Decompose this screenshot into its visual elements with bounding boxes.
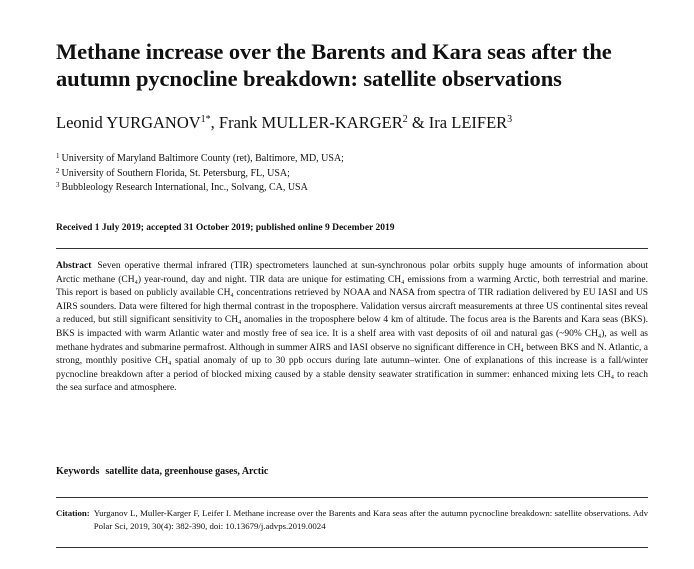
affiliation-item	[56, 181, 656, 196]
author-affiliation-mark: 3	[507, 114, 513, 125]
divider	[56, 547, 648, 548]
citation-label: Citation:	[56, 508, 90, 518]
keywords-label: Keywords	[56, 466, 100, 477]
affiliation-text: Bubbleology Research International, Inc., Solvang, CA, USA	[61, 182, 308, 193]
affiliation-item	[56, 167, 656, 182]
affiliation-item	[56, 152, 656, 167]
author-separator: ,	[210, 113, 219, 132]
author-affiliation-mark: 1*	[200, 114, 211, 125]
publication-dates: Received 1 July 2019; accepted 31 October 2019; published online 9 December 2019	[56, 223, 395, 233]
author-name: Ira LEIFER	[428, 113, 508, 132]
divider	[56, 248, 648, 249]
citation-text: Yurganov L, Muller-Karger F, Leifer I. Methane increase over the Barents and Kara seas after the autumn pycnocline breakdown: satellite observations. Adv Polar Sci, 2019, 30(4): 382-390, doi: 10.13679/j.advps.2019.0024	[93, 508, 648, 531]
affiliation-list	[56, 152, 656, 196]
author-list	[56, 113, 656, 133]
paper-title: Methane increase over the Barents and Kara seas after the autumn pycnocline breakdown: satellite observations	[56, 39, 612, 91]
affiliation-number: 3	[56, 181, 60, 189]
divider	[56, 497, 648, 498]
abstract-text: Seven operative thermal infrared (TIR) spectrometers launched at sun-synchronous polar orbits supply huge amounts of information about Arctic methane (CH₄) year-round, day and night. TIR data are unique for estimating CH₄ emissions from a warming Arctic, both terrestrial and marine. This report is based on publicly available CH₄ concentrations retrieved by NOAA and NASA from spectra of TIR radiation delivered by EU IASI and US AIRS sounders. Data were filtered for high thermal contrast in the troposphere. Validation versus aircraft measurements at three US continental sites reveal a reduced, but still significant sensitivity to CH₄ anomalies in the troposphere below 4 km of altitude. The focus area is the Barents and Kara seas (BKS). BKS is impacted with warm Atlantic water and mostly free of sea ice. It is a shelf area with vast deposits of oil and natural gas (~90% CH₄), as well as methane hydrates and submarine permafrost. Although in summer AIRS and IASI observe no significant difference in CH₄ between BKS and N. Atlantic, a strong, monthly positive CH₄ spatial anomaly of up to 30 ppb occurs during late autumn–winter. One of explanations of this increase is a fall/winter pycnocline breakdown after a period of blocked mixing caused by a stable density seawater stratification in summer: enhanced mixing lets CH₄ to reach the sea surface and atmosphere.	[56, 261, 648, 394]
author-name: Frank MULLER-KARGER	[218, 113, 403, 132]
abstract-label: Abstract	[56, 261, 92, 271]
citation	[56, 507, 648, 533]
abstract	[56, 260, 648, 396]
keywords-text: satellite data, greenhouse gases, Arctic	[105, 466, 269, 477]
affiliation-number: 1	[56, 152, 60, 160]
affiliation-text: University of Maryland Baltimore County (ret), Baltimore, MD, USA;	[61, 153, 344, 164]
author-separator: &	[407, 113, 429, 132]
author-affiliation-mark: 2	[402, 114, 408, 125]
keywords	[56, 465, 648, 478]
affiliation-number: 2	[56, 166, 60, 175]
affiliation-text: University of Southern Florida, St. Petersburg, FL, USA;	[61, 167, 290, 179]
author-name: Leonid YURGANOV	[56, 113, 201, 132]
